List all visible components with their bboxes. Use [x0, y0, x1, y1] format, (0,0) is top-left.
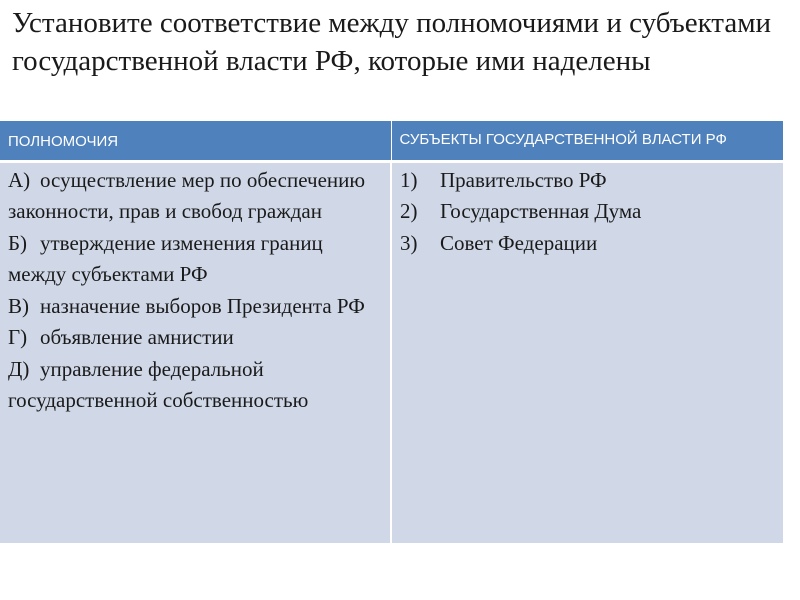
power-text: утверждение изменения границ между субъектами РФ [8, 230, 323, 286]
subject-number: 1) [400, 167, 418, 192]
subject-text: Государственная Дума [440, 199, 642, 223]
power-item-g [8, 322, 382, 354]
subject-item-2 [400, 196, 775, 228]
subject-number: 3) [400, 230, 418, 255]
table-row [0, 161, 783, 543]
header-subjects: СУБЪЕКТЫ ГОСУДАРСТВЕННОЙ ВЛАСТИ РФ [391, 121, 783, 161]
powers-list [8, 165, 382, 417]
slide-title: Установите соответствие между полномочиями и субъектами государственной власти РФ, которые ими наделены [12, 7, 772, 77]
powers-cell [0, 161, 391, 543]
power-text: назначение выборов Президента РФ [40, 293, 365, 318]
power-item-v [8, 291, 382, 323]
power-letter: Д) [8, 356, 30, 381]
subject-item-3 [400, 228, 775, 260]
power-text: управление федеральной государственной собственностью [8, 356, 309, 412]
power-text: объявление амнистии [40, 325, 234, 349]
subject-item-1 [400, 165, 775, 197]
power-letter: Б) [8, 230, 28, 255]
power-item-a [8, 165, 382, 228]
subjects-cell [391, 161, 783, 543]
table-header-row [0, 121, 783, 161]
subject-text: Правительство РФ [440, 167, 607, 192]
power-letter: Г) [8, 325, 28, 349]
power-letter: В) [8, 293, 29, 318]
power-letter: А) [8, 167, 31, 192]
subjects-list [400, 165, 775, 260]
power-text: осуществление мер по обеспечению законности, прав и свобод граждан [8, 167, 366, 223]
power-item-d [8, 354, 382, 417]
header-powers: ПОЛНОМОЧИЯ [0, 121, 391, 161]
matching-table [0, 121, 783, 543]
subject-number: 2) [400, 199, 418, 223]
subject-text: Совет Федерации [440, 230, 598, 255]
power-item-b [8, 228, 382, 291]
